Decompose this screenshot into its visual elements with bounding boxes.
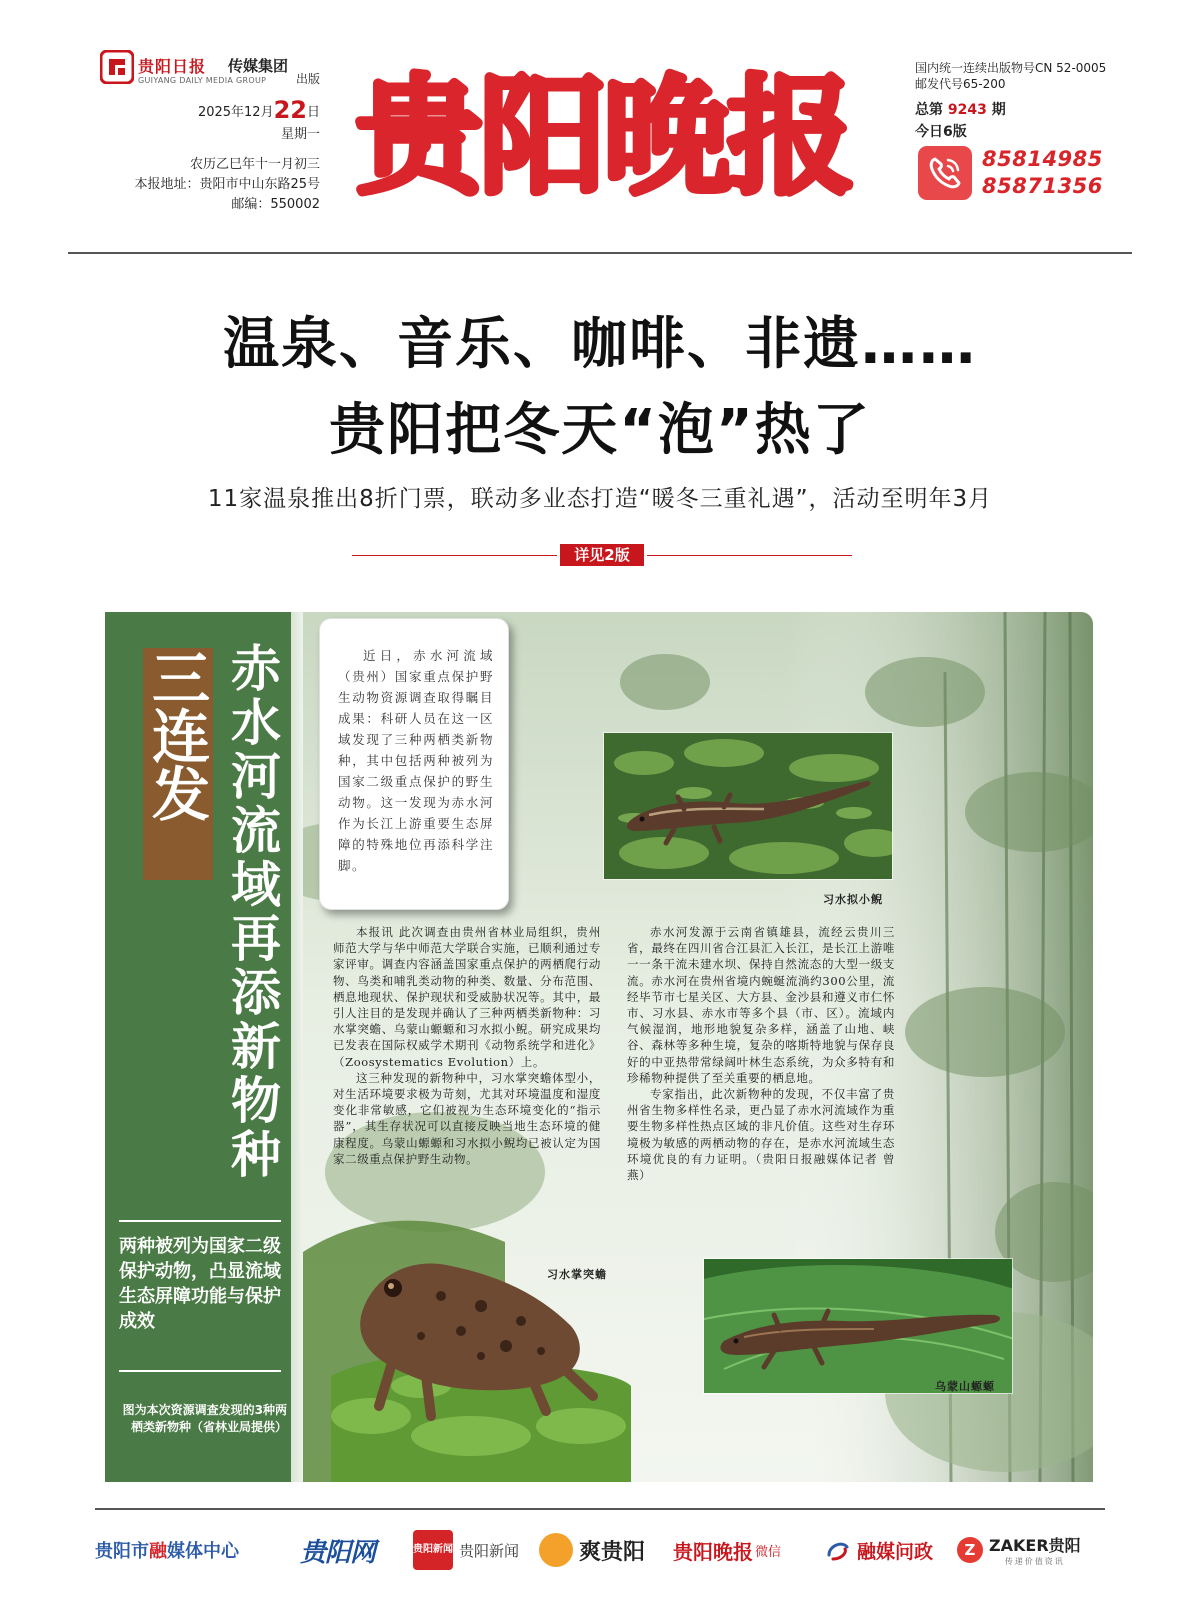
zaker-icon: Z (957, 1537, 983, 1563)
page-count: 今日6版 (915, 124, 967, 140)
publisher-name: 贵阳日报 (138, 57, 207, 76)
issue-number-suffix: 期 (991, 102, 1006, 118)
date-block (134, 96, 320, 215)
photo-newt-wumengshan[interactable] (703, 1258, 1013, 1394)
media-center-accent: 融 (149, 1541, 167, 1562)
article-column-2 (627, 924, 895, 1183)
footer-rongmei[interactable] (825, 1518, 933, 1582)
hotline-1[interactable]: 85814985 (982, 147, 1103, 171)
office-address: 本报地址：贵阳市中山东路25号 (134, 177, 320, 192)
rongmei-label: 融媒问政 (857, 1540, 934, 1563)
weekday: 星期一 (280, 127, 320, 142)
byline: （贵阳日报融媒体记者 曾燕） (627, 1151, 895, 1183)
rongmei-icon (825, 1537, 851, 1563)
see-page-rule-right (647, 555, 852, 556)
photo-salamander-xishui[interactable] (603, 732, 893, 880)
hotline-2[interactable]: 85871356 (982, 174, 1103, 198)
feature-story (105, 612, 1093, 1482)
zaker-label: ZAKER贵阳 (989, 1536, 1081, 1555)
photo-newt-wumengshan-art (704, 1259, 1013, 1394)
caption-newt-wumengshan: 乌蒙山螈螈 (935, 1380, 995, 1393)
summary-text: 两种被列为国家二级保护动物，凸显流域生态屏障功能与保护成效 (119, 1236, 281, 1332)
caption-salamander-xishui: 习水拟小鲵 (823, 893, 883, 906)
serial-number: 国内统一连续出版物号CN 52-0005 (915, 61, 1107, 75)
day-suffix: 日 (306, 105, 320, 120)
zaker-tagline: 传递价值资讯 (1004, 1557, 1065, 1566)
sun-icon (539, 1533, 573, 1567)
headline-line-1[interactable]: 温泉、音乐、咖啡、非遗…… (223, 312, 977, 377)
headline-line-2[interactable]: 贵阳把冬天“泡”热了 (329, 398, 871, 463)
article-paragraph (333, 924, 601, 1070)
masthead-divider (68, 252, 1132, 254)
issue-number-prefix: 总第 (915, 102, 943, 118)
wechat-label: 微信 (755, 1544, 782, 1560)
see-page-marker (352, 544, 852, 568)
issue-number (915, 102, 1106, 118)
publisher-logo-icon (100, 50, 134, 84)
issue-info (915, 60, 1106, 140)
photo-toad-xishui-art (331, 1226, 631, 1482)
intro-card (319, 618, 509, 910)
feature-summary (105, 1220, 291, 1360)
feature-title[interactable]: 赤水河流域再添新物种 (223, 642, 281, 1182)
article-paragraph (627, 1086, 895, 1183)
footer-wechat[interactable] (673, 1518, 781, 1582)
footer-site[interactable]: 贵阳网 (300, 1537, 376, 1568)
paragraph-text: 专家指出，此次新物种的发现，不仅丰富了贵州省生物多样性名录，更凸显了赤水河流域作为重要生物多样性热点区域的非凡价值。这些对生存环境极为敏感的两栖动物的存在，是赤水河流域生态环境优良的有力证明。 (627, 1087, 895, 1166)
phone-icon (918, 146, 972, 200)
year-month: 2025年12月 (197, 105, 274, 120)
see-page-rule-left (352, 555, 557, 556)
intro-text: 近日，赤水河流域（贵州）国家重点保护野生动物资源调查取得瞩目成果：科研人员在这一区域发现了三种两栖类新物种，其中包括两种被列为国家二级重点保护的野生动物。这一发现为赤水河作为长江上游重要生态屏障的特殊地位再添科学注脚。 (338, 648, 494, 873)
footer-news[interactable] (413, 1518, 519, 1582)
feature-kicker: 三连发 (142, 648, 210, 822)
masthead-text: 贵阳晚报 (354, 62, 852, 212)
hotline-numbers (982, 146, 1103, 200)
footer-shuang[interactable] (539, 1518, 645, 1582)
footer-media-center[interactable] (95, 1518, 239, 1582)
publisher-publishes: 出版 (296, 72, 321, 86)
dateline: 本报讯 (356, 925, 395, 939)
publisher-logo (100, 50, 330, 94)
masthead-calligraphy (338, 46, 868, 216)
wechat-name: 贵阳晚报 (673, 1539, 753, 1564)
news-app-icon: 贵阳新闻 (413, 1530, 453, 1570)
footer-divider (95, 1508, 1105, 1510)
postal-distribution-code: 邮发代号65-200 (915, 77, 1006, 91)
see-page-tag[interactable]: 详见2版 (560, 544, 644, 566)
media-center-city: 贵阳市 (95, 1541, 149, 1562)
summary-rule-top (119, 1220, 281, 1222)
article-paragraph: 赤水河发源于云南省镇雄县，流经云贵川三省，最终在四川省合江县汇入长江，是长江上游唯一一条干流未建水坝、保持自然流态的大型一级支流。赤水河在贵州省境内蜿蜒流淌约300公里，流经毕节市七星关区、大方县、金沙县和遵义市仁怀市、习水县、赤水市等多个县（市、区）。流域内气候湿润，地形地貌复杂多样，涵盖了山地、峡谷、森林等多种生境，复杂的喀斯特地貌与保存良好的中亚热带常绿阔叶林生态系统，为众多特有和珍稀物种提供了至关重要的栖息地。 (627, 925, 895, 1085)
summary-rule-bottom (119, 1370, 281, 1372)
postcode: 邮编：550002 (231, 197, 320, 212)
media-center-suffix: 媒体中心 (167, 1541, 239, 1562)
news-label: 贵阳新闻 (459, 1541, 520, 1560)
lunar-date: 农历乙巳年十一月初三 (189, 157, 320, 172)
zaker-wrap (989, 1533, 1081, 1567)
publisher-english: GUIYANG DAILY MEDIA GROUP (138, 76, 267, 85)
photo-salamander-xishui-art (604, 733, 893, 880)
photo-toad-xishui[interactable] (331, 1226, 631, 1482)
masthead-title (338, 46, 868, 216)
column-separator (291, 612, 303, 1482)
footer-zaker[interactable] (957, 1518, 1081, 1582)
day-number: 22 (273, 96, 307, 124)
article-column-1 (333, 924, 601, 1167)
paragraph-text: 此次调查由贵州省林业局组织，贵州师范大学与华中师范大学联合实施，已顺利通过专家评审。调查内容涵盖国家重点保护的两栖爬行动物、鸟类和哺乳类动物的种类、数量、分布范围、栖息地现状、保护现状和受威胁状况等。其中，最引人注目的是发现并确认了三种两栖类新物种：习水掌突蟾、乌蒙山螈螈和习水拟小鲵。研究成果均已发表在国际权威学术期刊《动物系统学和进化》（Zoosystematics Evolution）上。 (333, 925, 601, 1069)
media-footer (95, 1518, 1105, 1582)
issue-number-value: 9243 (947, 102, 987, 118)
shuang-label: 爽贵阳 (579, 1539, 646, 1565)
publisher-group: 传媒集团 (228, 57, 289, 75)
issue-date (134, 96, 320, 124)
subheadline: 11家温泉推出8折门票，联动多业态打造“暖冬三重礼遇”，活动至明年3月 (207, 486, 993, 512)
article-paragraph: 这三种发现的新物种中，习水掌突蟾体型小，对生活环境要求极为苛刻，尤其对环境温度和湿度变化非常敏感，它们被视为生态环境变化的“指示器”，其生存状况可以直接反映当地生态环境的健康程度。乌蒙山螈螈和习水拟小鲵均已被认定为国家二级重点保护野生动物。 (333, 1070, 601, 1166)
photo-credit: 图为本次资源调查发现的3种两栖类新物种（省林业局提供） (122, 1403, 287, 1434)
caption-toad-xishui: 习水掌突蟾 (547, 1268, 607, 1281)
